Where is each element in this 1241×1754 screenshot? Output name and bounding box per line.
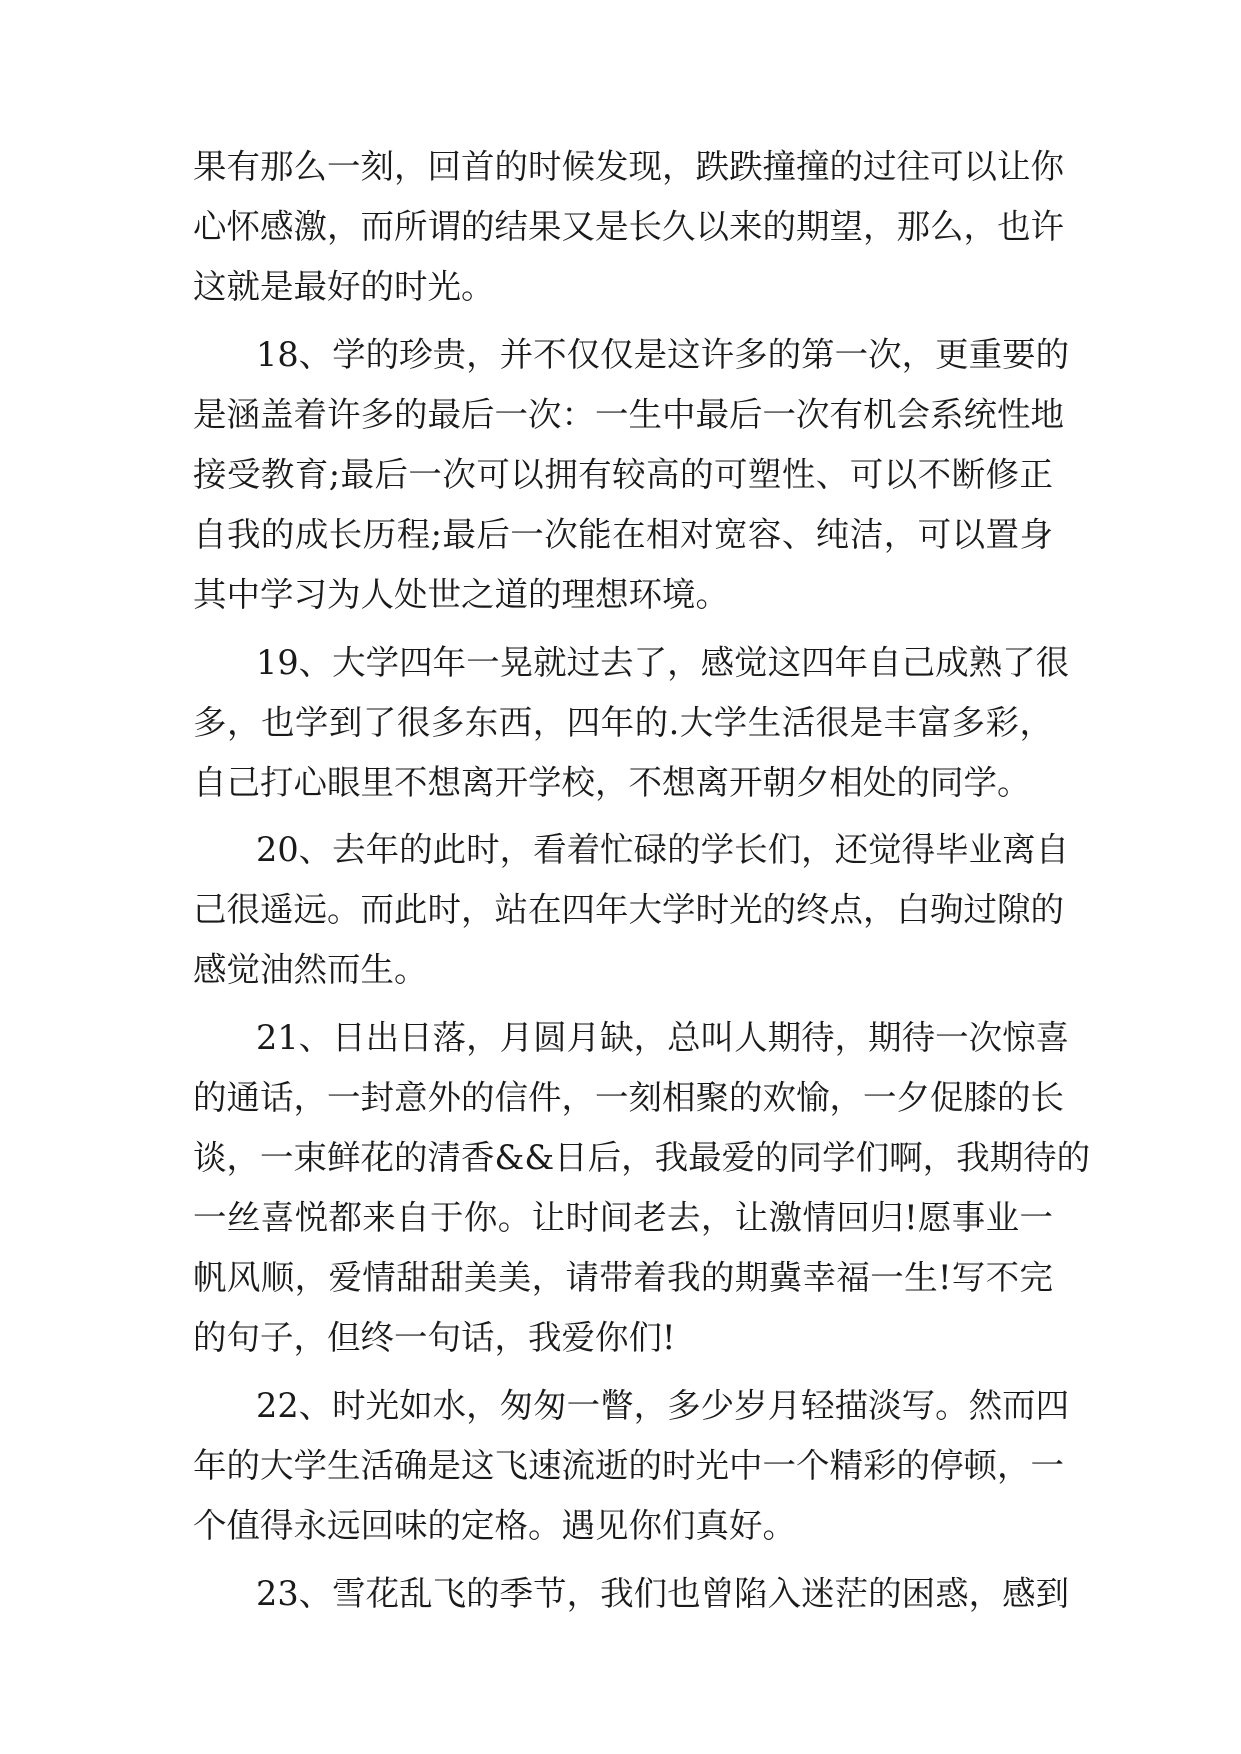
paragraph-20-first-line: 20、去年的此时，看着忙碌的学长们，还觉得毕业离自 <box>256 830 1070 869</box>
paragraph-22-first-line: 22、时光如水，匆匆一瞥，多少岁月轻描淡写。然而四 <box>256 1386 1070 1425</box>
text-line: 多，也学到了很多东西，四年的.大学生活很是丰富多彩， <box>193 703 1053 742</box>
text-line: 这就是最好的时光。 <box>193 267 495 306</box>
text-line: 个值得永远回味的定格。遇见你们真好。 <box>193 1506 796 1545</box>
text-line: 心怀感激，而所谓的结果又是长久以来的期望，那么，也许 <box>193 207 1064 246</box>
text-line: 的句子，但终一句话，我爱你们! <box>193 1318 676 1357</box>
text-line: 其中学习为人处世之道的理想环境。 <box>193 575 729 614</box>
text-line: 自己打心眼里不想离开学校，不想离开朝夕相处的同学。 <box>193 763 1031 802</box>
text-line: 自我的成长历程;最后一次能在相对宽容、纯洁，可以置身 <box>193 515 1053 554</box>
text-line: 是涵盖着许多的最后一次：一生中最后一次有机会系统性地 <box>193 395 1064 434</box>
text-line: 谈，一束鲜花的清香&&日后，我最爱的同学们啊，我期待的 <box>193 1138 1091 1177</box>
text-line: 感觉油然而生。 <box>193 950 428 989</box>
text-line: 一丝喜悦都来自于你。让时间老去，让激情回归!愿事业一 <box>193 1198 1053 1237</box>
text-line: 果有那么一刻，回首的时候发现，跌跌撞撞的过往可以让你 <box>193 147 1064 186</box>
paragraph-18-first-line: 18、学的珍贵，并不仅仅是这许多的第一次，更重要的 <box>256 335 1070 374</box>
paragraph-21-first-line: 21、日出日落，月圆月缺，总叫人期待，期待一次惊喜 <box>256 1018 1070 1057</box>
text-line: 的通话，一封意外的信件，一刻相聚的欢愉，一夕促膝的长 <box>193 1078 1064 1117</box>
paragraph-23-first-line: 23、雪花乱飞的季节，我们也曾陷入迷茫的困惑，感到 <box>256 1574 1070 1613</box>
text-line: 年的大学生活确是这飞速流逝的时光中一个精彩的停顿，一 <box>193 1446 1064 1485</box>
document-page <box>193 0 1091 1754</box>
text-line: 己很遥远。而此时，站在四年大学时光的终点，白驹过隙的 <box>193 890 1064 929</box>
text-line: 接受教育;最后一次可以拥有较高的可塑性、可以不断修正 <box>193 455 1053 494</box>
paragraph-19-first-line: 19、大学四年一晃就过去了，感觉这四年自己成熟了很 <box>256 643 1070 682</box>
text-line: 帆风顺，爱情甜甜美美，请带着我的期冀幸福一生!写不完 <box>193 1258 1053 1297</box>
